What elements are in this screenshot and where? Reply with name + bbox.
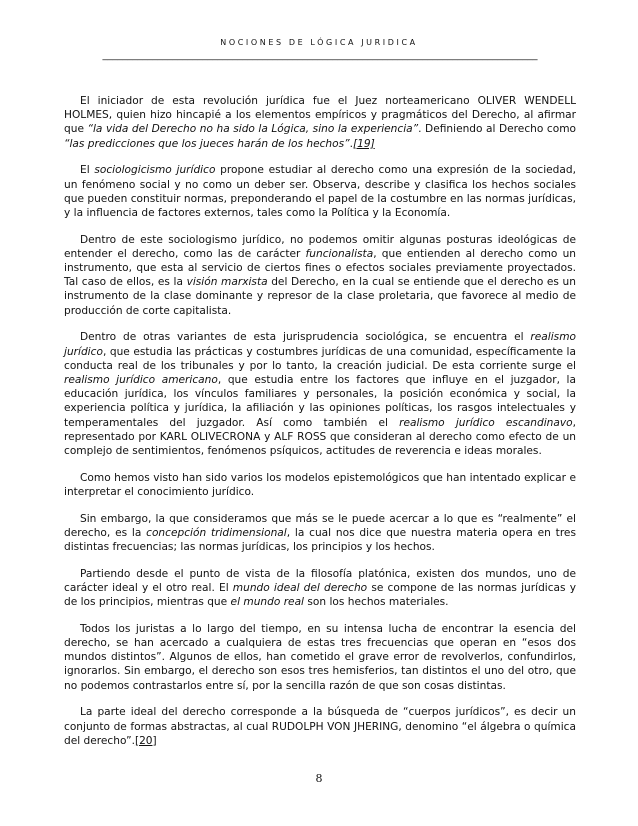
body-text [64, 94, 576, 760]
header-rule: _______________________________________________________________________________________ [102, 50, 538, 61]
footnote-link-19[interactable]: [19] [353, 137, 375, 150]
footnote-link-20[interactable]: [20] [134, 734, 157, 747]
paragraph-3: Dentro de este sociologismo jurídico, no podemos omitir algunas posturas ideológicas de entender el derecho, como las de carácter funcionalista, que entienden al derecho como un instrumento, que esta al servicio de ciertos fines o efectos sociales previamente proyectados. Tal caso de ellos, es la visión marxista del Derecho, en la cual se entiende que el derecho es un instrumento de la clase dominante y represor de la clase proletaria, que favorece al medio de producción de corte capitalista. [64, 233, 576, 317]
paragraph-4: Dentro de otras variantes de esta jurisprudencia sociológica, se encuentra el realismo jurídico, que estudia las prácticas y costumbres jurídicas de una comunidad, específicamente la conducta real de los tribunales y por lo tanto, la creación judicial. De esta corriente surge el realismo jurídico americano, que estudia entre los factores que influye en el juzgador, la educación jurídica, los vínculos familiares y personales, la posición económica y social, la experiencia política y jurídica, la afiliación y las opiniones políticas, los rasgos intelectuales y temperamentales del juzgador. Así como también el realismo jurídico escandinavo, representado por KARL OLIVECRONA y ALF ROSS que consideran al derecho como efecto de un complejo de sentimientos, fenómenos psíquicos, actitudes de reverencia e ideas morales. [64, 331, 576, 457]
paragraph-6: Sin embargo, la que consideramos que más se le puede acercar a lo que es “realmente” el derecho, es la concepción tridimensional, la cual nos dice que nuestra materia opera en tres distintas frecuencias; las normas jurídicas, los principios y los hechos. [64, 512, 576, 553]
paragraph-5: Como hemos visto han sido varios los modelos epistemológicos que han intentado explicar e interpretar el conocimiento jurídico. [64, 471, 576, 498]
paragraph-9: La parte ideal del derecho corresponde a la búsqueda de “cuerpos jurídicos”, es decir un conjunto de formas abstractas, al cual RUDOLPH VON JHERING, denomino “el álgebra o química del derecho”.[20] [64, 706, 576, 747]
page-number: 8 [315, 772, 323, 785]
paragraph-8: Todos los juristas a lo largo del tiempo, en su intensa lucha de encontrar la esencia del derecho, se han acercado a cualquiera de estas tres frecuencias que operan en “esos dos mundos distintos”. Algunos de ellos, han cometido el grave error de revolverlos, confundirlos, ignorarlos. Sin embargo, el derecho son esos tres hemisferios, tan distintos el uno del otro, que no podemos contrastarlos entre sí, por la sencilla razón de que son cosas distintas. [64, 622, 576, 692]
paragraph-2: El sociologicismo jurídico propone estudiar al derecho como una expresión de la sociedad, un fenómeno social y no como un deber ser. Observa, describe y clasifica los hechos sociales que pueden constituir normas, preponderando el papel de la costumbre en las normas jurídicas, y la influencia de factores externos, tales como la Política y la Economía. [64, 164, 576, 219]
paragraph-1: El iniciador de esta revolución jurídica fue el Juez norteamericano OLIVER WENDELL HOLMES, quien hizo hincapié a los elementos empíricos y pragmáticos del Derecho, al afirmar que “la vida del Derecho no ha sido la Lógica, sino la experiencia”. Definiendo al Derecho como “las predicciones que los jueces harán de los hechos”.[19] [64, 95, 576, 150]
page-header-title: NOCIONES DE LÓGICA JURIDICA [220, 38, 418, 47]
paragraph-7: Partiendo desde el punto de vista de la filosofía platónica, existen dos mundos, uno de carácter ideal y el otro real. El mundo ideal del derecho se compone de las normas jurídicas y de los principios, mientras que el mundo real son los hechos materiales. [64, 567, 576, 609]
